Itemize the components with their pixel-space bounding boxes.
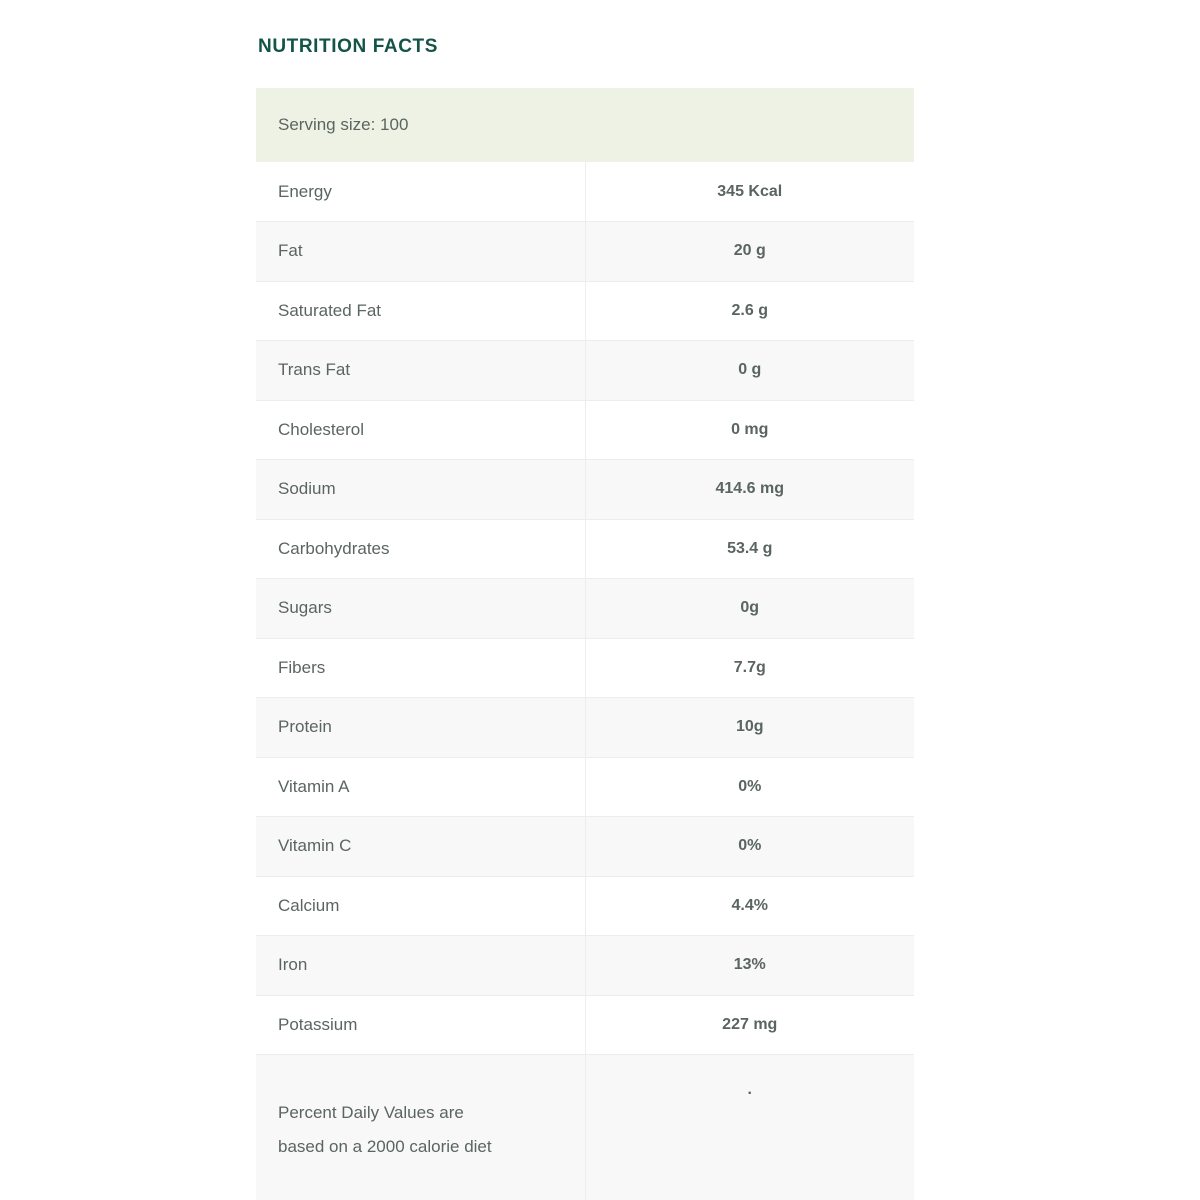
nutrient-value: 227 mg <box>585 995 914 1055</box>
nutrient-label: Fat <box>256 222 585 282</box>
nutrient-value: 10g <box>585 698 914 758</box>
nutrition-panel <box>256 36 914 1200</box>
nutrient-label: Cholesterol <box>256 400 585 460</box>
table-row <box>256 757 914 817</box>
nutrient-label: Sodium <box>256 460 585 520</box>
table-row <box>256 817 914 877</box>
nutrient-value: 20 g <box>585 222 914 282</box>
footnote-line-1: Percent Daily Values are <box>278 1103 464 1122</box>
nutrition-table <box>256 88 914 1200</box>
nutrient-value: 0 g <box>585 341 914 401</box>
nutrient-value: 0g <box>585 579 914 639</box>
nutrient-value: 7.7g <box>585 638 914 698</box>
nutrient-label: Fibers <box>256 638 585 698</box>
nutrient-label: Potassium <box>256 995 585 1055</box>
page-title: NUTRITION FACTS <box>258 36 438 57</box>
nutrient-label: Energy <box>256 162 585 222</box>
serving-size-row <box>256 88 914 162</box>
table-row <box>256 400 914 460</box>
table-row <box>256 519 914 579</box>
nutrition-table-body <box>256 88 914 1200</box>
table-row <box>256 698 914 758</box>
nutrient-value: 2.6 g <box>585 281 914 341</box>
nutrient-label: Sugars <box>256 579 585 639</box>
nutrient-label: Carbohydrates <box>256 519 585 579</box>
footnote-line-2: based on a 2000 calorie diet <box>278 1137 492 1156</box>
table-row <box>256 579 914 639</box>
nutrient-label: Vitamin A <box>256 757 585 817</box>
table-row <box>256 995 914 1055</box>
nutrient-value: 0% <box>585 817 914 877</box>
daily-values-footnote <box>256 1055 585 1200</box>
table-row <box>256 341 914 401</box>
nutrient-label: Saturated Fat <box>256 281 585 341</box>
nutrient-label: Vitamin C <box>256 817 585 877</box>
nutrient-label: Trans Fat <box>256 341 585 401</box>
nutrient-value: 13% <box>585 936 914 996</box>
serving-size-label: Serving size: 100 <box>256 88 914 162</box>
nutrient-value: 0% <box>585 757 914 817</box>
table-row <box>256 281 914 341</box>
table-row <box>256 876 914 936</box>
nutrient-value: 414.6 mg <box>585 460 914 520</box>
nutrient-label: Protein <box>256 698 585 758</box>
nutrient-value: 345 Kcal <box>585 162 914 222</box>
footnote-value: . <box>585 1055 914 1200</box>
footnote-row <box>256 1055 914 1200</box>
nutrient-value: 0 mg <box>585 400 914 460</box>
table-row <box>256 936 914 996</box>
table-row <box>256 162 914 222</box>
nutrient-value: 4.4% <box>585 876 914 936</box>
table-row <box>256 222 914 282</box>
nutrient-label: Calcium <box>256 876 585 936</box>
nutrient-label: Iron <box>256 936 585 996</box>
nutrient-value: 53.4 g <box>585 519 914 579</box>
table-row <box>256 460 914 520</box>
table-row <box>256 638 914 698</box>
